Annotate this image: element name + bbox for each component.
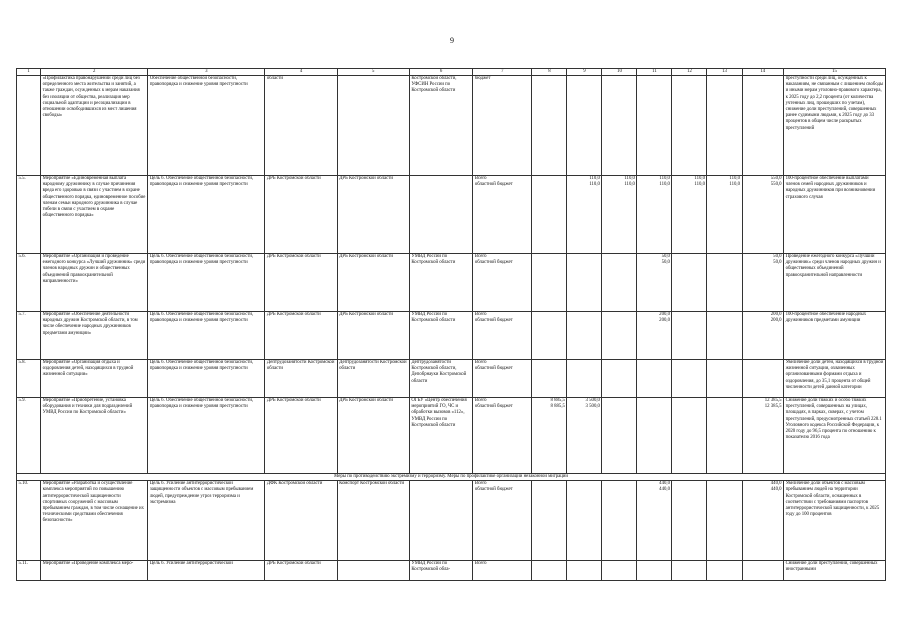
col-header: 3 — [148, 69, 265, 76]
amount-value — [674, 318, 705, 324]
row-number: 5.8. — [17, 360, 41, 398]
funding-source — [473, 561, 532, 581]
row-number: 5.5. — [17, 176, 41, 254]
funding-line: Всего — [474, 481, 487, 487]
table-cell: Цель 6. Обеспечение общественной безопасности, правопорядка и снижение уровня преступности — [148, 360, 265, 398]
amount-value — [569, 487, 600, 493]
table-cell: 100-процентное обеспечение народных дружинников предметами амуниции — [784, 312, 886, 360]
table-cell: «Профилактика правонарушений среди лиц без определенного места жительства и занятий, а также граждан, осужденных к мерам наказания без изоляции от общества, реализация мер социальной адаптации и ресоциализации в отношении освободившихся из мест лишения свободы» — [41, 76, 148, 176]
amount-cell — [602, 481, 637, 561]
funding-line: областной бюджет — [474, 318, 513, 324]
amount-cell — [602, 561, 637, 581]
funding-line: областной бюджет — [474, 487, 513, 493]
amount-value — [569, 366, 600, 372]
amount-value — [534, 366, 565, 372]
amount-cell — [637, 561, 672, 581]
amount-value — [604, 318, 635, 324]
amount-value: 200,0 — [770, 318, 782, 324]
col-header: 2 — [41, 69, 148, 76]
amount-value — [534, 487, 565, 493]
table-row — [17, 561, 886, 581]
amount-value: 440,0 — [659, 481, 670, 487]
amount-value: 50,0 — [773, 254, 782, 259]
amount-value — [674, 260, 705, 266]
amount-value: 200,0 — [659, 318, 670, 324]
amount-value — [604, 366, 635, 372]
amount-value — [674, 567, 705, 573]
table-cell: Цель 6. Обеспечение общественной безопасности, правопорядка и снижение уровня преступности — [148, 312, 265, 360]
amount-value: 550,0 — [770, 182, 782, 188]
table-cell: преступности среди лиц, осужденных к наказаниям, не связанным с лишением свободы и иными мерам уголовно-правового характера, к 2025 году до 2,2 процента (от количества учтенных лиц, прошедших по учетам), снижение доли преступлений, совершенных ранее судимыми людьми, к 2025 году до 33 процентов в общем числе раскрытых преступлений — [784, 76, 886, 176]
table-cell — [337, 76, 409, 176]
amount-cell — [707, 561, 742, 581]
amount-value — [534, 260, 565, 266]
funding-source — [473, 254, 532, 312]
amount-value: 110,0 — [659, 182, 670, 188]
amount-cell — [742, 398, 784, 474]
amount-cell — [532, 176, 567, 254]
amount-cell — [742, 481, 784, 561]
table-cell — [532, 76, 567, 176]
table-cell — [17, 76, 41, 176]
col-header: 11 — [637, 69, 672, 76]
table-cell — [337, 561, 409, 581]
table-cell: Дептрудозанятости Костромской области — [265, 360, 337, 398]
amount-value: 110,0 — [589, 182, 600, 188]
funding-line: Всего — [474, 561, 487, 567]
table-cell: ДРБ Костромской области — [337, 254, 409, 312]
amount-value: 12 385,5 — [764, 404, 782, 410]
amount-value — [604, 404, 635, 410]
table-cell: Проведение ежегодного конкурса «Лучший дружинник» среди членов народных дружин и общественных объединений правоохранительной направленности — [784, 254, 886, 312]
program-table — [16, 68, 886, 581]
table-cell: Цель 6. Усиление антитеррористической — [148, 561, 265, 581]
table-cell: Комспорт Костромской области — [337, 481, 409, 561]
funding-source — [473, 360, 532, 398]
amount-value: 440,0 — [770, 481, 782, 487]
table-cell: Мероприятие «Организация отдыха и оздоровления детей, находящихся в трудной жизненной ситуации» — [41, 360, 148, 398]
amount-value — [639, 404, 670, 410]
table-cell: Дептрудозанятости Костромской области — [337, 360, 409, 398]
section-title: Меры по противодействию экстремизму и терроризму. Меры по профилактике организации незаконной миграции — [17, 474, 886, 481]
amount-cell — [532, 254, 567, 312]
col-header: 5 — [337, 69, 409, 76]
table-cell: Цель 6. Обеспечение общественной безопасности, правопорядка и снижение уровня преступности — [148, 254, 265, 312]
table-cell — [567, 76, 602, 176]
amount-value — [709, 567, 740, 573]
table-row — [17, 254, 886, 312]
funding-line: областной бюджет — [474, 404, 513, 410]
funding-source — [473, 312, 532, 360]
table-cell: УМВД России по Костромской области — [409, 254, 472, 312]
funding-line: областной бюджет — [474, 260, 513, 266]
table-cell: Мероприятие «Единовременная выплата народному дружиннику в случае причинения вреда его здоровью в связи с участием в охране общественного порядка, единовременное пособие членам семьи народного дружинника в случае гибели в связи с участием в охране общественного порядка» — [41, 176, 148, 254]
table-cell: ДРБ Костромской области — [265, 254, 337, 312]
amount-cell — [742, 176, 784, 254]
amount-value — [709, 318, 740, 324]
funding-source — [473, 398, 532, 474]
amount-cell — [672, 312, 707, 360]
header-row — [17, 69, 886, 76]
amount-value: 110,0 — [589, 176, 600, 181]
table-cell: ДРБ Костромской области — [265, 398, 337, 474]
amount-cell — [707, 176, 742, 254]
amount-cell — [567, 312, 602, 360]
table-cell: Мероприятие «Разработка и осуществление комплекса мероприятий по повышению антитеррористической защищенности спортивных сооружений с массовым пребыванием граждан, в том числе оснащение их техническими средствами обеспечения безопасности» — [41, 481, 148, 561]
amount-value — [709, 366, 740, 372]
page-number: 9 — [450, 36, 454, 45]
amount-value: 50,0 — [773, 260, 782, 266]
table-cell: Снижение доли тяжких и особо тяжких преступлений, совершенных на улицах, площадях, в парках, скверах, с учетом преступлений, предусмотренных статьей 228.1 Уголовного кодекса Российской Федерации, к 2020 году до 96,5 процента по отношению к показателю 2016 года — [784, 398, 886, 474]
table-cell: ДРБ Костромской области — [265, 312, 337, 360]
table-cell: Увеличение доли детей, находящихся в трудной жизненной ситуации, охваченных организованными формами отдыха и оздоровления, до 35,1 процента от общей численности детей данной категории — [784, 360, 886, 398]
col-header: 4 — [265, 69, 337, 76]
amount-value — [604, 567, 635, 573]
amount-cell — [637, 176, 672, 254]
funding-source — [473, 481, 532, 561]
amount-cell — [672, 481, 707, 561]
row-number: 5.6. — [17, 254, 41, 312]
table-cell: Мероприятие «Организация и проведение ежегодного конкурса «Лучший дружинник» среди членов народных дружин и общественных объединений правоохранительной направленности» — [41, 254, 148, 312]
table-row — [17, 398, 886, 474]
amount-cell — [707, 398, 742, 474]
funding-line: областной бюджет — [474, 366, 513, 372]
amount-cell — [532, 398, 567, 474]
amount-cell — [707, 254, 742, 312]
table-cell: бюджет — [473, 76, 532, 176]
amount-value — [639, 567, 670, 573]
table-cell: ДРБ Костромской области — [265, 176, 337, 254]
amount-cell — [567, 481, 602, 561]
amount-cell — [742, 254, 784, 312]
table-cell — [707, 76, 742, 176]
amount-value: 110,0 — [694, 182, 705, 188]
col-header: 7 — [473, 69, 532, 76]
amount-cell — [602, 176, 637, 254]
table-cell: Снижение доли преступлений, совершенных иностранными — [784, 561, 886, 581]
amount-value: 440,0 — [659, 487, 670, 493]
amount-value — [639, 366, 670, 372]
amount-value: 8 885,5 — [550, 398, 565, 403]
amount-value: 200,0 — [659, 312, 670, 317]
amount-cell — [707, 360, 742, 398]
table-cell — [637, 76, 672, 176]
amount-value: 440,0 — [770, 487, 782, 493]
amount-cell — [532, 360, 567, 398]
amount-value — [534, 567, 565, 573]
table-cell: Мероприятие «Обеспечение деятельности народных дружин Костромской области, в том числе обеспечение народных дружинников предметами амуниции» — [41, 312, 148, 360]
col-header: 15 — [784, 69, 886, 76]
amount-value: 50,0 — [661, 254, 670, 259]
funding-line: Всего — [474, 176, 487, 181]
amount-value — [709, 260, 740, 266]
amount-value — [744, 366, 782, 372]
amount-cell — [672, 176, 707, 254]
funding-line: Всего — [474, 312, 487, 317]
funding-source — [473, 176, 532, 254]
amount-value — [674, 366, 705, 372]
amount-cell — [707, 481, 742, 561]
amount-cell — [672, 254, 707, 312]
amount-value: 3 500,0 — [585, 404, 600, 410]
col-header: 13 — [707, 69, 742, 76]
table-cell: Цель 6. Усиление антитеррористической защищенности объектов с массовым пребыванием людей, предупреждение угроз терроризма и экстремизма — [148, 481, 265, 561]
amount-cell — [672, 360, 707, 398]
amount-cell — [707, 312, 742, 360]
table-cell: Цель 6. Обеспечение общественной безопасности, правопорядка и снижение уровня преступности — [148, 176, 265, 254]
table-cell: 100-процентное обеспечение выплатами членов семей народных дружинников и народных дружинников при возникновении страхового случая — [784, 176, 886, 254]
amount-value: 110,0 — [659, 176, 670, 181]
amount-value: 12 385,5 — [764, 398, 782, 403]
table-cell: Увеличение доли объектов с массовым пребыванием людей на территории Костромской области, оснащенных в соответствии с требованиями паспортов антитеррористической защищенности, к 2025 году до 100 процентов — [784, 481, 886, 561]
amount-value — [569, 567, 600, 573]
table-cell: Цель 6. Обеспечение общественной безопасности, правопорядка и снижение уровня преступности — [148, 398, 265, 474]
table-row — [17, 312, 886, 360]
amount-value — [674, 487, 705, 493]
row-number: 5.7. — [17, 312, 41, 360]
amount-value — [604, 260, 635, 266]
table-cell: Костромской области, УФСИН России по Костромской области — [409, 76, 472, 176]
amount-cell — [602, 312, 637, 360]
row-number: 5.11. — [17, 561, 41, 581]
amount-cell — [637, 360, 672, 398]
table-cell: ДРБ Костромской области — [337, 312, 409, 360]
col-header: 14 — [742, 69, 784, 76]
amount-cell — [742, 561, 784, 581]
table-cell — [409, 481, 472, 561]
table-cell: ОГБУ «Центр обеспечения мероприятий ГО, ЧС и обработки вызовов «112», УМВД России по Костромской области — [409, 398, 472, 474]
table-cell: ДФК Костромской области — [265, 481, 337, 561]
amount-cell — [602, 254, 637, 312]
table-cell — [409, 176, 472, 254]
amount-value — [744, 567, 782, 573]
table-cell — [602, 76, 637, 176]
amount-cell — [742, 360, 784, 398]
col-header: 9 — [567, 69, 602, 76]
amount-cell — [532, 312, 567, 360]
amount-value — [569, 318, 600, 324]
amount-cell — [672, 398, 707, 474]
col-header: 10 — [602, 69, 637, 76]
amount-cell — [637, 481, 672, 561]
row-number: 5.10. — [17, 481, 41, 561]
section-row — [17, 474, 886, 481]
amount-cell — [602, 360, 637, 398]
amount-value — [674, 404, 705, 410]
funding-line: Всего — [474, 398, 487, 403]
amount-cell — [637, 254, 672, 312]
funding-line: Всего — [474, 360, 487, 365]
table-cell: Обеспечение общественной безопасности, правопорядка и снижение уровня преступности — [148, 76, 265, 176]
table-cell: ДРБ Костромской области — [265, 561, 337, 581]
amount-cell — [637, 312, 672, 360]
col-header: 6 — [409, 69, 472, 76]
table-cell: УМВД России по Костромской области — [409, 312, 472, 360]
amount-cell — [602, 398, 637, 474]
amount-value: 110,0 — [694, 176, 705, 181]
amount-value: 110,0 — [624, 182, 635, 188]
table-row — [17, 76, 886, 176]
table-cell: области — [265, 76, 337, 176]
col-header: 12 — [672, 69, 707, 76]
col-header: 8 — [532, 69, 567, 76]
amount-cell — [567, 254, 602, 312]
amount-value — [569, 260, 600, 266]
amount-value: 50,0 — [661, 260, 670, 266]
amount-cell — [672, 561, 707, 581]
table-cell: ДРБ Костромской области — [337, 398, 409, 474]
amount-value — [604, 487, 635, 493]
table-cell: Мероприятие «Проведение комплекса меро- — [41, 561, 148, 581]
amount-value — [534, 182, 565, 188]
amount-cell — [532, 481, 567, 561]
amount-cell — [567, 398, 602, 474]
amount-value: 200,0 — [770, 312, 782, 317]
amount-value: 8 885,5 — [550, 404, 565, 410]
amount-cell — [567, 360, 602, 398]
amount-cell — [742, 312, 784, 360]
table-cell: ДРБ Костромской области — [337, 176, 409, 254]
table-row — [17, 176, 886, 254]
row-number: 5.9. — [17, 398, 41, 474]
col-header: 1 — [17, 69, 41, 76]
amount-value: 110,0 — [729, 182, 740, 188]
table-cell: Мероприятие «Приобретение, установка оборудования и техники для подразделений УМВД России по Костромской области» — [41, 398, 148, 474]
amount-cell — [567, 561, 602, 581]
table-cell: УМВД России по Костромской обла- — [409, 561, 472, 581]
funding-line: Всего — [474, 254, 487, 259]
funding-line: областной бюджет — [474, 182, 513, 188]
amount-cell — [532, 561, 567, 581]
table-row — [17, 481, 886, 561]
table-row — [17, 360, 886, 398]
amount-value: 3 500,0 — [585, 398, 600, 403]
amount-value — [709, 404, 740, 410]
amount-value — [534, 318, 565, 324]
amount-cell — [567, 176, 602, 254]
amount-value: 110,0 — [624, 176, 635, 181]
amount-value — [709, 487, 740, 493]
table-cell — [742, 76, 784, 176]
table-cell: Дептрудозанятости Костромской области, Депобрнауки Костромской области — [409, 360, 472, 398]
table-cell — [672, 76, 707, 176]
amount-value: 550,0 — [770, 176, 782, 181]
amount-value: 110,0 — [729, 176, 740, 181]
amount-cell — [637, 398, 672, 474]
